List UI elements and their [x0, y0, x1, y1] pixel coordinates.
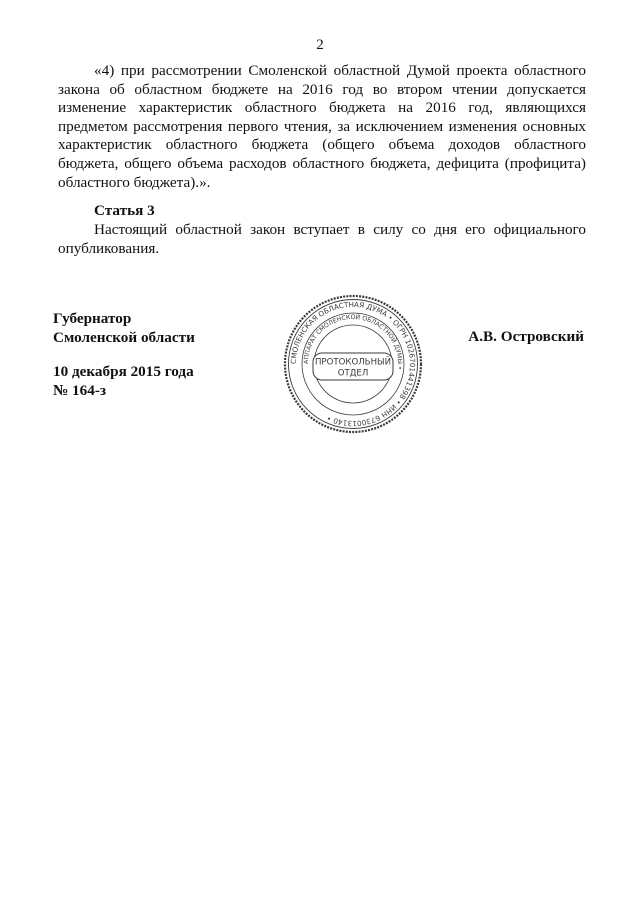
article-text: Настоящий областной закон вступает в силу со дня его официального опубликования.	[58, 221, 586, 257]
law-number: № 164-з	[53, 382, 107, 399]
seal-center-line2: ОТДЕЛ	[337, 368, 369, 379]
seal-inner-text: АППАРАТ СМОЛЕНСКОЙ ОБЛАСТНОЙ ДУМЫ •	[302, 313, 404, 371]
official-seal	[283, 294, 423, 434]
seal-graphic	[283, 294, 423, 434]
seal-outer-text: СМОЛЕНСКАЯ ОБЛАСТНАЯ ДУМА • ОГРН 1026701441398 • ИНН 6730013140 •	[288, 299, 418, 429]
seal-center-line1: ПРОТОКОЛЬНЫЙ	[314, 357, 392, 368]
signatory-title-line2: Смоленской области	[53, 329, 195, 346]
signatory-name: А.В. Островский	[468, 328, 584, 345]
signatory-title	[53, 309, 195, 347]
signing-details	[53, 362, 194, 400]
amendment-paragraph: «4) при рассмотрении Смоленской областной Думой проекта областного закона об областном бюджете на 2016 год во втором чтении допускается изменение характеристик областного бюджета на 2016 год, являющихся предметом рассмотрения первого чтения, за исключением изменения основных характеристик областного бюджета (общего объема доходов областного бюджета, общего объема расходов областного бюджета, дефицита (профицита) областного бюджета).».	[58, 62, 586, 191]
signatory-title-line1: Губернатор	[53, 310, 132, 327]
page-number: 2	[316, 37, 324, 53]
article-heading: Статья 3	[94, 202, 155, 219]
signing-date: 10 декабря 2015 года	[53, 363, 194, 380]
